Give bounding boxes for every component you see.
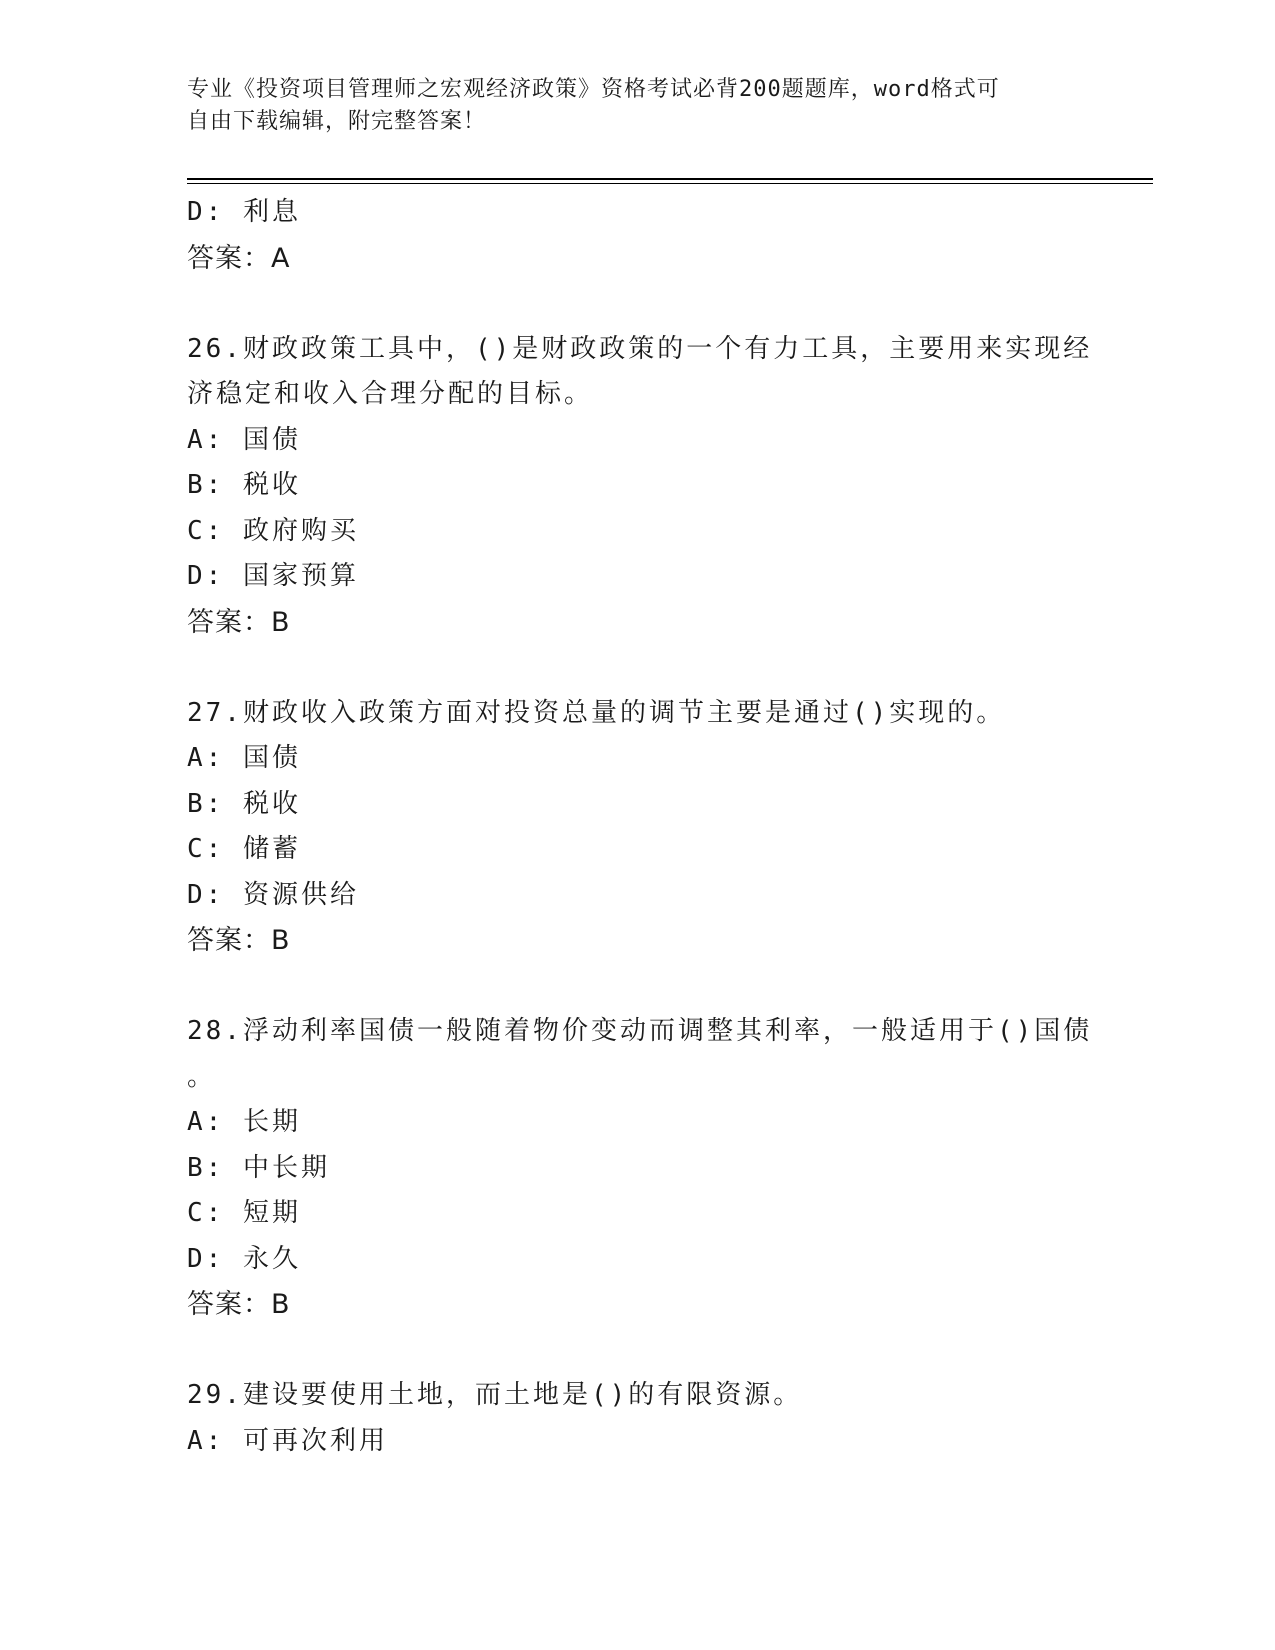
- answer: 答案：B: [187, 606, 291, 638]
- option-b: B: 税收: [187, 788, 301, 819]
- header-line-2: 自由下载编辑，附完整答案！: [187, 109, 487, 134]
- question-stem-line-1: 26.财政政策工具中，()是财政政策的一个有力工具，主要用来实现经: [187, 333, 1093, 364]
- option-c: C: 储蓄: [187, 834, 301, 864]
- option-b: B: 中长期: [187, 1152, 330, 1183]
- question-stem-line-1: 27.财政收入政策方面对投资总量的调节主要是通过()实现的。: [187, 697, 1006, 728]
- header-rule-thick: [187, 178, 1153, 180]
- answer: 答案：B: [187, 1289, 291, 1320]
- answer: 答案：A: [187, 242, 291, 274]
- option-b: B: 税收: [187, 470, 301, 500]
- question-26: [187, 327, 1093, 646]
- question-27: [187, 691, 1087, 964]
- question-stem-line-2: 。: [187, 1061, 217, 1092]
- option-a: A: 国债: [187, 424, 301, 455]
- spacer: [187, 281, 1087, 327]
- header-rule-thin: [187, 183, 1153, 184]
- option-a: A: 可再次利用: [187, 1425, 388, 1456]
- question-stem-line-2: 济稳定和收入合理分配的目标。: [187, 379, 594, 409]
- option-a: A: 国债: [187, 743, 301, 773]
- question-list: [187, 190, 1093, 1464]
- spacer: [187, 645, 1087, 691]
- spacer: [187, 964, 1087, 1010]
- header-line-1: 专业《投资项目管理师之宏观经济政策》资格考试必背200题题库，word格式可: [187, 77, 1000, 102]
- answer: 答案：B: [187, 925, 291, 956]
- option-d: D: 永久: [187, 1243, 301, 1274]
- option-c: C: 政府购买: [187, 515, 359, 546]
- option-d: D: 利息: [187, 197, 301, 227]
- question-28: [187, 1009, 1093, 1328]
- option-d: D: 国家预算: [187, 561, 359, 591]
- document-header: [187, 74, 1087, 138]
- option-c: C: 短期: [187, 1198, 301, 1228]
- question-stem-line-1: 28.浮动利率国债一般随着物价变动而调整其利率，一般适用于()国债: [187, 1016, 1093, 1046]
- question-29: [187, 1373, 1087, 1464]
- spacer: [187, 1328, 1087, 1374]
- option-a: A: 长期: [187, 1107, 301, 1137]
- option-d: D: 资源供给: [187, 879, 359, 910]
- question-stem-line-1: 29.建设要使用土地，而土地是()的有限资源。: [187, 1380, 803, 1410]
